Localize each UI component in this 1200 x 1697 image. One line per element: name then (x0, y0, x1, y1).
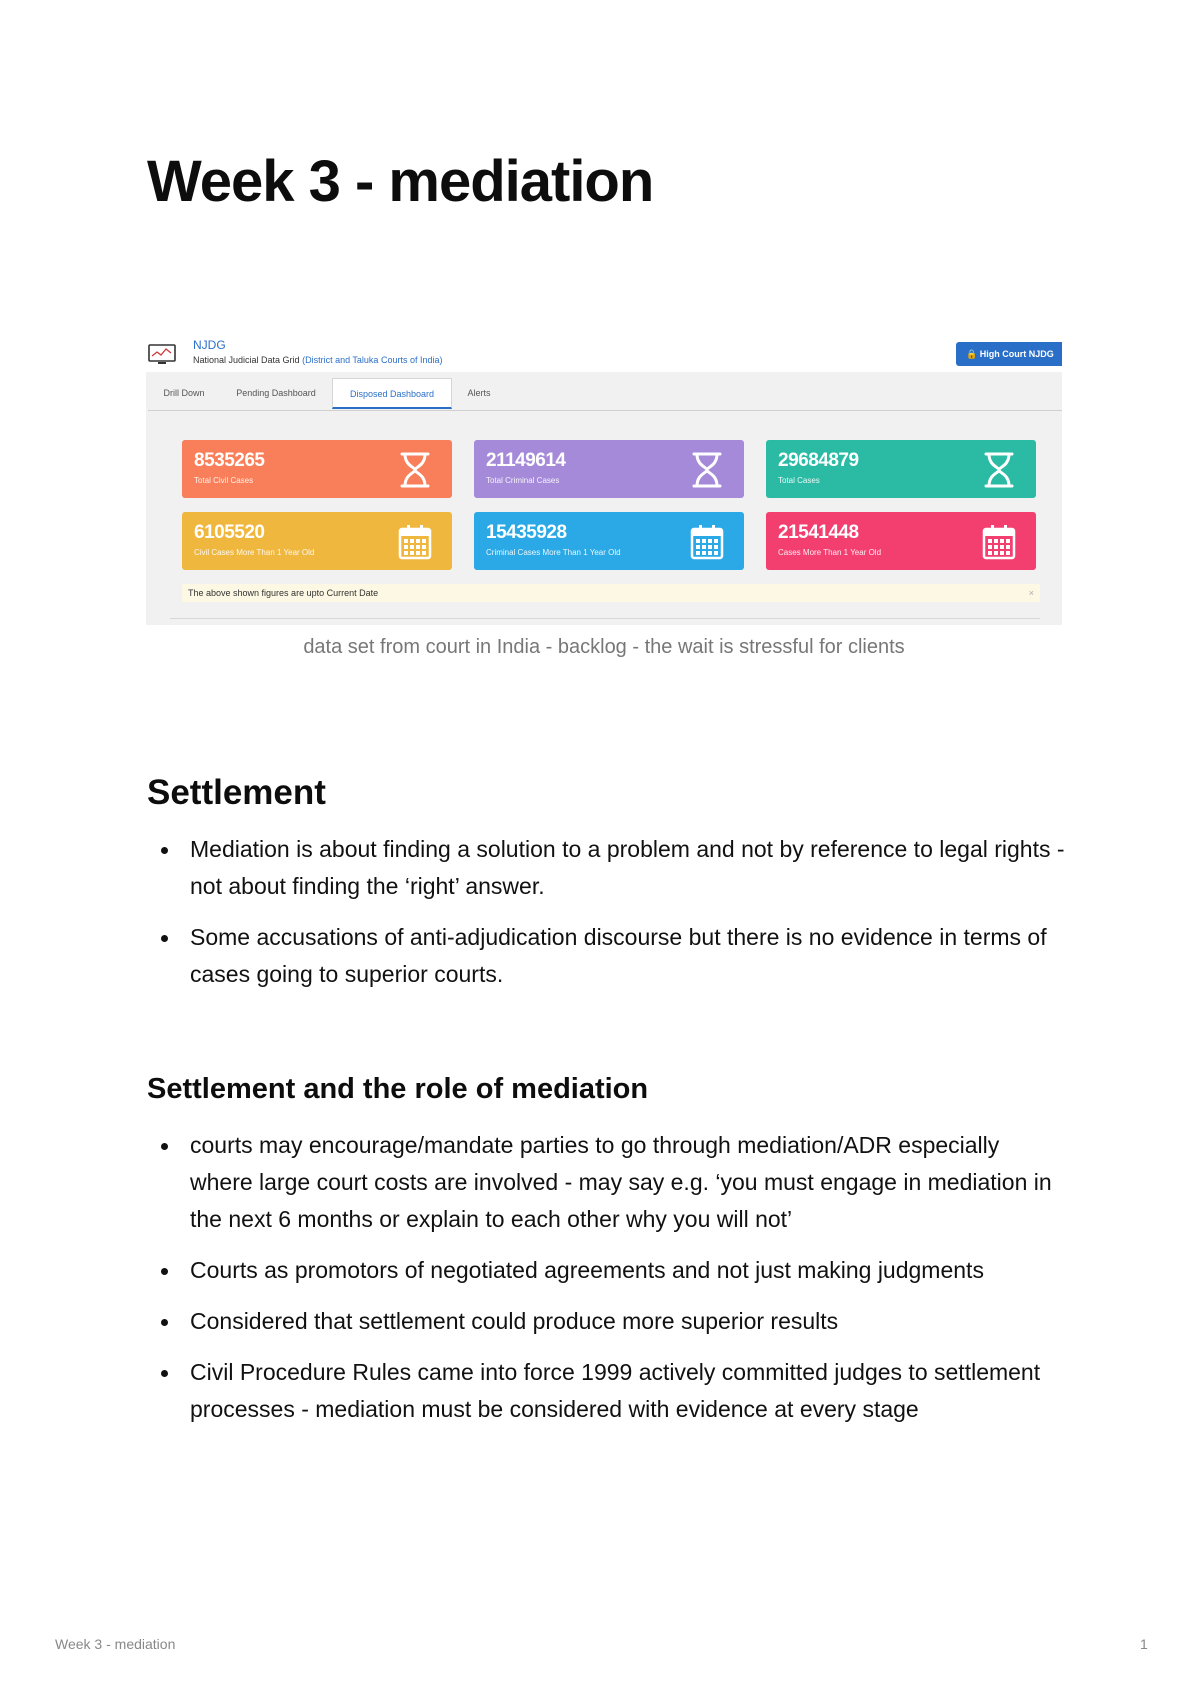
section-heading-role-of-mediation: Settlement and the role of mediation (147, 1073, 649, 1105)
figure-caption: data set from court in India - backlog - the wait is stressful for clients (303, 636, 905, 658)
high-court-button-label: High Court NJDG (979, 349, 1054, 359)
stat-card (766, 512, 1036, 570)
stat-label: Criminal Cases More Than 1 Year Old (486, 548, 621, 557)
brand-subtitle-text: National Judicial Data Grid (193, 355, 300, 365)
section-heading-settlement: Settlement (147, 773, 326, 812)
hourglass-icon (398, 452, 432, 488)
stat-card (182, 512, 452, 570)
list-item: Considered that settlement could produce more superior results (147, 1303, 1067, 1340)
brand-subtitle-link: (District and Taluka Courts of India) (302, 355, 443, 365)
stat-card (474, 440, 744, 498)
hourglass-icon (982, 452, 1016, 488)
lock-icon: 🔒 (966, 349, 978, 359)
list-item: courts may encourage/mandate parties to go through mediation/ADR especially where large court costs are involved - may say e.g. ‘you must engage in mediation in the next 6 months or explain to each other why you will not’ (147, 1127, 1067, 1238)
divider (170, 618, 1040, 619)
high-court-button (956, 342, 1062, 366)
stat-value: 21541448 (778, 522, 859, 543)
tab-pending-dashboard: Pending Dashboard (236, 388, 316, 398)
bullet-list-settlement (147, 831, 1067, 1007)
brand-name: NJDG (193, 338, 226, 352)
brand-subtitle (193, 355, 442, 365)
calendar-icon (690, 524, 724, 560)
list-item: Civil Procedure Rules came into force 1999 actively committed judges to settlement processes - mediation must be considered with evidence at every stage (147, 1354, 1067, 1428)
bullet-list-role-of-mediation (147, 1127, 1067, 1442)
list-item: Some accusations of anti-adjudication discourse but there is no evidence in terms of cases going to superior courts. (147, 919, 1067, 993)
page-title: Week 3 - mediation (147, 149, 654, 214)
date-note-text: The above shown figures are upto Current Date (188, 588, 379, 598)
monitor-icon (148, 344, 176, 366)
page-number: 1 (1140, 1636, 1148, 1652)
stat-value: 21149614 (486, 450, 566, 471)
stat-value: 15435928 (486, 522, 567, 543)
tab-disposed-dashboard: Disposed Dashboard (332, 378, 452, 409)
stat-card (766, 440, 1036, 498)
stat-value: 6105520 (194, 522, 265, 543)
close-icon: × (1028, 588, 1034, 598)
calendar-icon (982, 524, 1016, 560)
stat-label: Total Cases (778, 476, 820, 485)
stat-label: Civil Cases More Than 1 Year Old (194, 548, 315, 557)
stat-label: Cases More Than 1 Year Old (778, 548, 882, 557)
list-item: Mediation is about finding a solution to a problem and not by reference to legal rights - not about finding the ‘right’ answer. (147, 831, 1067, 905)
hourglass-icon (690, 452, 724, 488)
dashboard-header (146, 338, 1062, 372)
dashboard-tabs (148, 378, 1062, 411)
tab-alerts: Alerts (467, 388, 491, 398)
tab-drill-down: Drill Down (163, 388, 205, 398)
list-item: Courts as promotors of negotiated agreements and not just making judgments (147, 1252, 1067, 1289)
footer-title: Week 3 - mediation (55, 1636, 176, 1652)
stat-label: Total Criminal Cases (486, 476, 560, 485)
stat-value: 29684879 (778, 450, 859, 471)
calendar-icon (398, 524, 432, 560)
njdg-dashboard-screenshot (146, 338, 1062, 625)
date-note (182, 584, 1040, 602)
stat-value: 8535265 (194, 450, 265, 471)
stat-card (182, 440, 452, 498)
stat-label: Total Civil Cases (194, 476, 254, 485)
stat-card (474, 512, 744, 570)
